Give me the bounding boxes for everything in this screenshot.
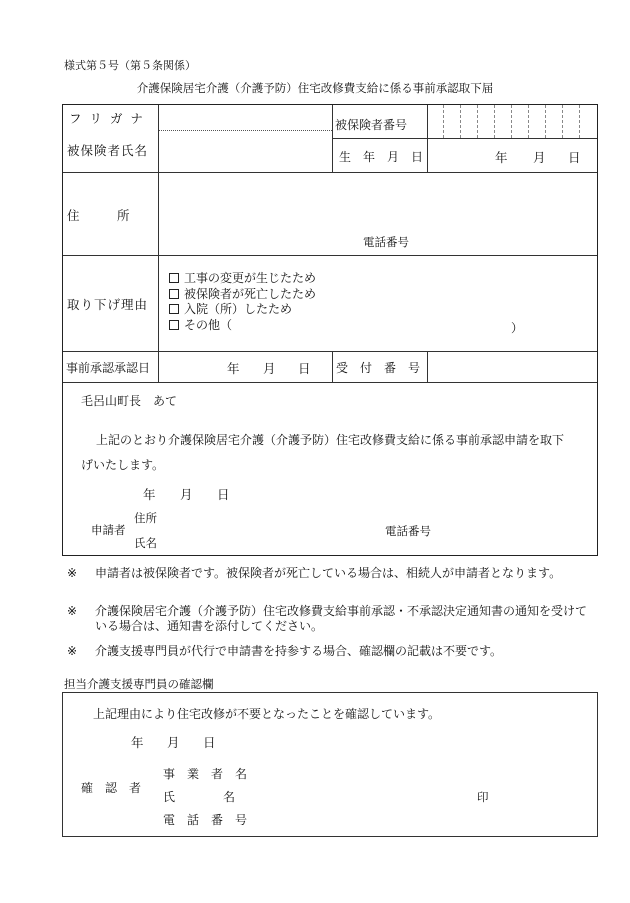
business-name-label: 事 業 者 名 [163, 767, 248, 781]
birthdate-label: 生 年 月 日 [339, 150, 424, 164]
approval-date-label: 事前承認承認日 [66, 361, 151, 375]
furigana-label: フ リ ガ ナ [69, 111, 145, 126]
checkbox-icon[interactable] [169, 320, 179, 330]
confirmation-year: 年 [131, 735, 144, 750]
document-title: 介護保険居宅介護（介護予防）住宅改修費支給に係る事前承認取下届 [136, 81, 494, 95]
approval-month: 月 [263, 361, 276, 376]
insured-number-label: 被保険者番号 [335, 118, 408, 132]
checkbox-icon[interactable] [169, 289, 179, 299]
birthdate-day: 日 [568, 150, 581, 165]
applicant-name-label: 氏名 [134, 536, 157, 550]
reason-item: 入院（所）したため [169, 302, 316, 318]
note-1: ※ 申請者は被保険者です。被保険者が死亡している場合は、相続人が申請者となります。 [67, 566, 562, 580]
reason-item: 工事の変更が生じたため [169, 271, 316, 287]
statement-line-2: げいたします。 [81, 458, 165, 472]
confirmation-month: 月 [167, 735, 180, 750]
insured-name-label: 被保険者氏名 [67, 143, 149, 158]
application-form-table [62, 104, 598, 556]
sign-year: 年 [143, 487, 156, 502]
note-2: ※ 介護保険居宅介護（介護予防）住宅改修費支給事前承認・不承認決定通知書の通知を受けている場合は、通知書を添付してください。 [67, 604, 588, 633]
approval-year: 年 [227, 361, 240, 376]
statement-line-1: 上記のとおり介護保険居宅介護（介護予防）住宅改修費支給に係る事前承認申請を取下 [96, 433, 565, 447]
applicant-address-label: 住所 [134, 511, 157, 525]
confirmer-phone-label: 電 話 番 号 [163, 813, 248, 827]
confirmer-label: 確 認 者 [81, 781, 142, 795]
applicant-phone-label: 電話番号 [385, 524, 431, 538]
confirmation-box [62, 692, 598, 837]
confirmation-statement: 上記理由により住宅改修が不要となったことを確認しています。 [93, 707, 441, 721]
address-label: 住 所 [67, 208, 130, 223]
reason-item: 被保険者が死亡したため [169, 287, 316, 303]
checkbox-icon[interactable] [169, 304, 179, 314]
approval-day: 日 [298, 361, 311, 376]
seal-mark: 印 [477, 790, 489, 804]
sign-day: 日 [217, 487, 230, 502]
confirmer-name-label: 氏 名 [163, 790, 236, 804]
reason-checklist [169, 271, 316, 333]
reason-label: 取り下げ理由 [67, 297, 149, 312]
birthdate-year: 年 [495, 150, 508, 165]
sign-month: 月 [180, 487, 193, 502]
confirmation-day: 日 [203, 735, 216, 750]
applicant-label: 申請者 [91, 523, 126, 537]
checkbox-icon[interactable] [169, 273, 179, 283]
reason-other-close: ） [511, 321, 524, 335]
addressee: 毛呂山町長 あて [81, 394, 178, 408]
note-3: ※ 介護支援専門員が代行で申請書を持参する場合、確認欄の記載は不要です。 [67, 644, 503, 658]
receipt-number-label: 受 付 番 号 [336, 361, 421, 375]
confirmation-section-title: 担当介護支援専門員の確認欄 [64, 677, 214, 691]
form-number: 様式第５号（第５条関係） [64, 59, 196, 72]
birthdate-month: 月 [533, 150, 546, 165]
address-phone-label: 電話番号 [363, 235, 409, 249]
reason-item: その他（ [169, 318, 316, 334]
